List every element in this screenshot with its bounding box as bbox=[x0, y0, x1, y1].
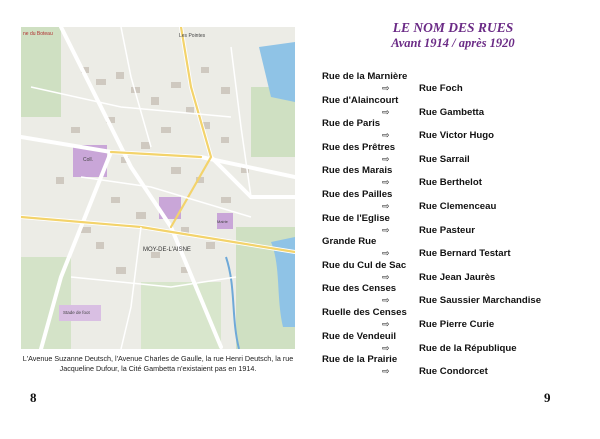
new-street-name: Rue Jean Jaurès bbox=[419, 271, 496, 283]
arrow-right-icon: ⇨ bbox=[382, 318, 390, 329]
street-pair bbox=[322, 260, 582, 284]
arrow-right-icon: ⇨ bbox=[382, 295, 390, 306]
street-pair bbox=[322, 283, 582, 307]
street-pair bbox=[322, 95, 582, 119]
new-street-name: Rue de la République bbox=[419, 342, 517, 354]
map-label-boteau: ne du Boteau bbox=[23, 31, 53, 37]
map-label-town: MOY-DE-L'AISNE bbox=[143, 247, 191, 253]
arrow-right-icon: ⇨ bbox=[382, 153, 390, 164]
old-street-name: Rue des Marais bbox=[322, 165, 393, 177]
new-street-name: Rue Clemenceau bbox=[419, 200, 497, 212]
new-street-name: Rue Sarrail bbox=[419, 153, 470, 165]
title-subtitle: Avant 1914 / après 1920 bbox=[391, 36, 515, 50]
old-street-name: Rue de la Marnière bbox=[322, 71, 408, 82]
old-street-name: Ruelle des Censes bbox=[322, 306, 407, 318]
page-number-left: 8 bbox=[30, 390, 37, 405]
page-title bbox=[318, 20, 588, 51]
old-street-name: Rue du Cul de Sac bbox=[322, 259, 407, 271]
arrow-right-icon: ⇨ bbox=[382, 271, 390, 282]
street-name-list bbox=[322, 71, 582, 378]
new-street-name: Rue Pierre Curie bbox=[419, 318, 495, 330]
new-street-name: Rue Pasteur bbox=[419, 224, 475, 236]
street-pair bbox=[322, 307, 582, 331]
new-street-name: Rue Foch bbox=[419, 83, 463, 94]
street-pair bbox=[322, 354, 582, 378]
map-label-college: Coll. bbox=[83, 157, 94, 163]
old-street-name: Rue de la Prairie bbox=[322, 354, 398, 366]
street-pair bbox=[322, 142, 582, 166]
old-street-name: Rue des Censes bbox=[322, 283, 397, 295]
old-street-name: Grande Rue bbox=[322, 236, 377, 248]
map-label-pointes: Les Pointes bbox=[179, 33, 206, 39]
arrow-right-icon: ⇨ bbox=[382, 177, 390, 188]
map-caption: L'Avenue Suzanne Deutsch, l'Avenue Charles de Gaulle, la rue Henri Deutsch, la rue Jacqueline Dufour, la Cité Gambetta n'existaient pas en 1914. bbox=[22, 354, 294, 373]
new-street-name: Rue Condorcet bbox=[419, 366, 488, 378]
new-street-name: Rue Berthelot bbox=[419, 177, 482, 189]
old-street-name: Rue des Prêtres bbox=[322, 141, 396, 153]
arrow-right-icon: ⇨ bbox=[382, 130, 390, 141]
new-street-name: Rue Victor Hugo bbox=[419, 130, 494, 142]
arrow-right-icon: ⇨ bbox=[382, 342, 390, 353]
street-pair bbox=[322, 118, 582, 142]
arrow-right-icon: ⇨ bbox=[382, 106, 390, 117]
street-pair bbox=[322, 189, 582, 213]
new-street-name: Rue Gambetta bbox=[419, 106, 485, 118]
arrow-right-icon: ⇨ bbox=[382, 200, 390, 211]
title-main: LE NOM DES RUES bbox=[392, 20, 514, 35]
old-street-name: Rue de Vendeuil bbox=[322, 330, 397, 342]
arrow-right-icon: ⇨ bbox=[382, 83, 390, 93]
town-map bbox=[21, 27, 295, 349]
new-street-name: Rue Bernard Testart bbox=[419, 248, 511, 260]
map-drawing bbox=[21, 27, 295, 349]
page-number-right: 9 bbox=[544, 390, 551, 405]
street-pair bbox=[322, 213, 582, 237]
street-pair bbox=[322, 236, 582, 260]
arrow-right-icon: ⇨ bbox=[382, 248, 390, 259]
arrow-right-icon: ⇨ bbox=[382, 224, 390, 235]
map-label-stade: Stade de foot bbox=[63, 310, 90, 315]
old-street-name: Rue de l'Eglise bbox=[322, 212, 390, 224]
map-label-mairie: Mairie bbox=[217, 219, 228, 224]
arrow-right-icon: ⇨ bbox=[382, 366, 390, 377]
street-pair bbox=[322, 71, 582, 95]
new-street-name: Rue Saussier Marchandise bbox=[419, 295, 542, 307]
old-street-name: Rue des Pailles bbox=[322, 188, 393, 200]
old-street-name: Rue de Paris bbox=[322, 118, 381, 130]
street-pair bbox=[322, 331, 582, 355]
street-pair bbox=[322, 165, 582, 189]
old-street-name: Rue d'Alaincourt bbox=[322, 94, 399, 106]
